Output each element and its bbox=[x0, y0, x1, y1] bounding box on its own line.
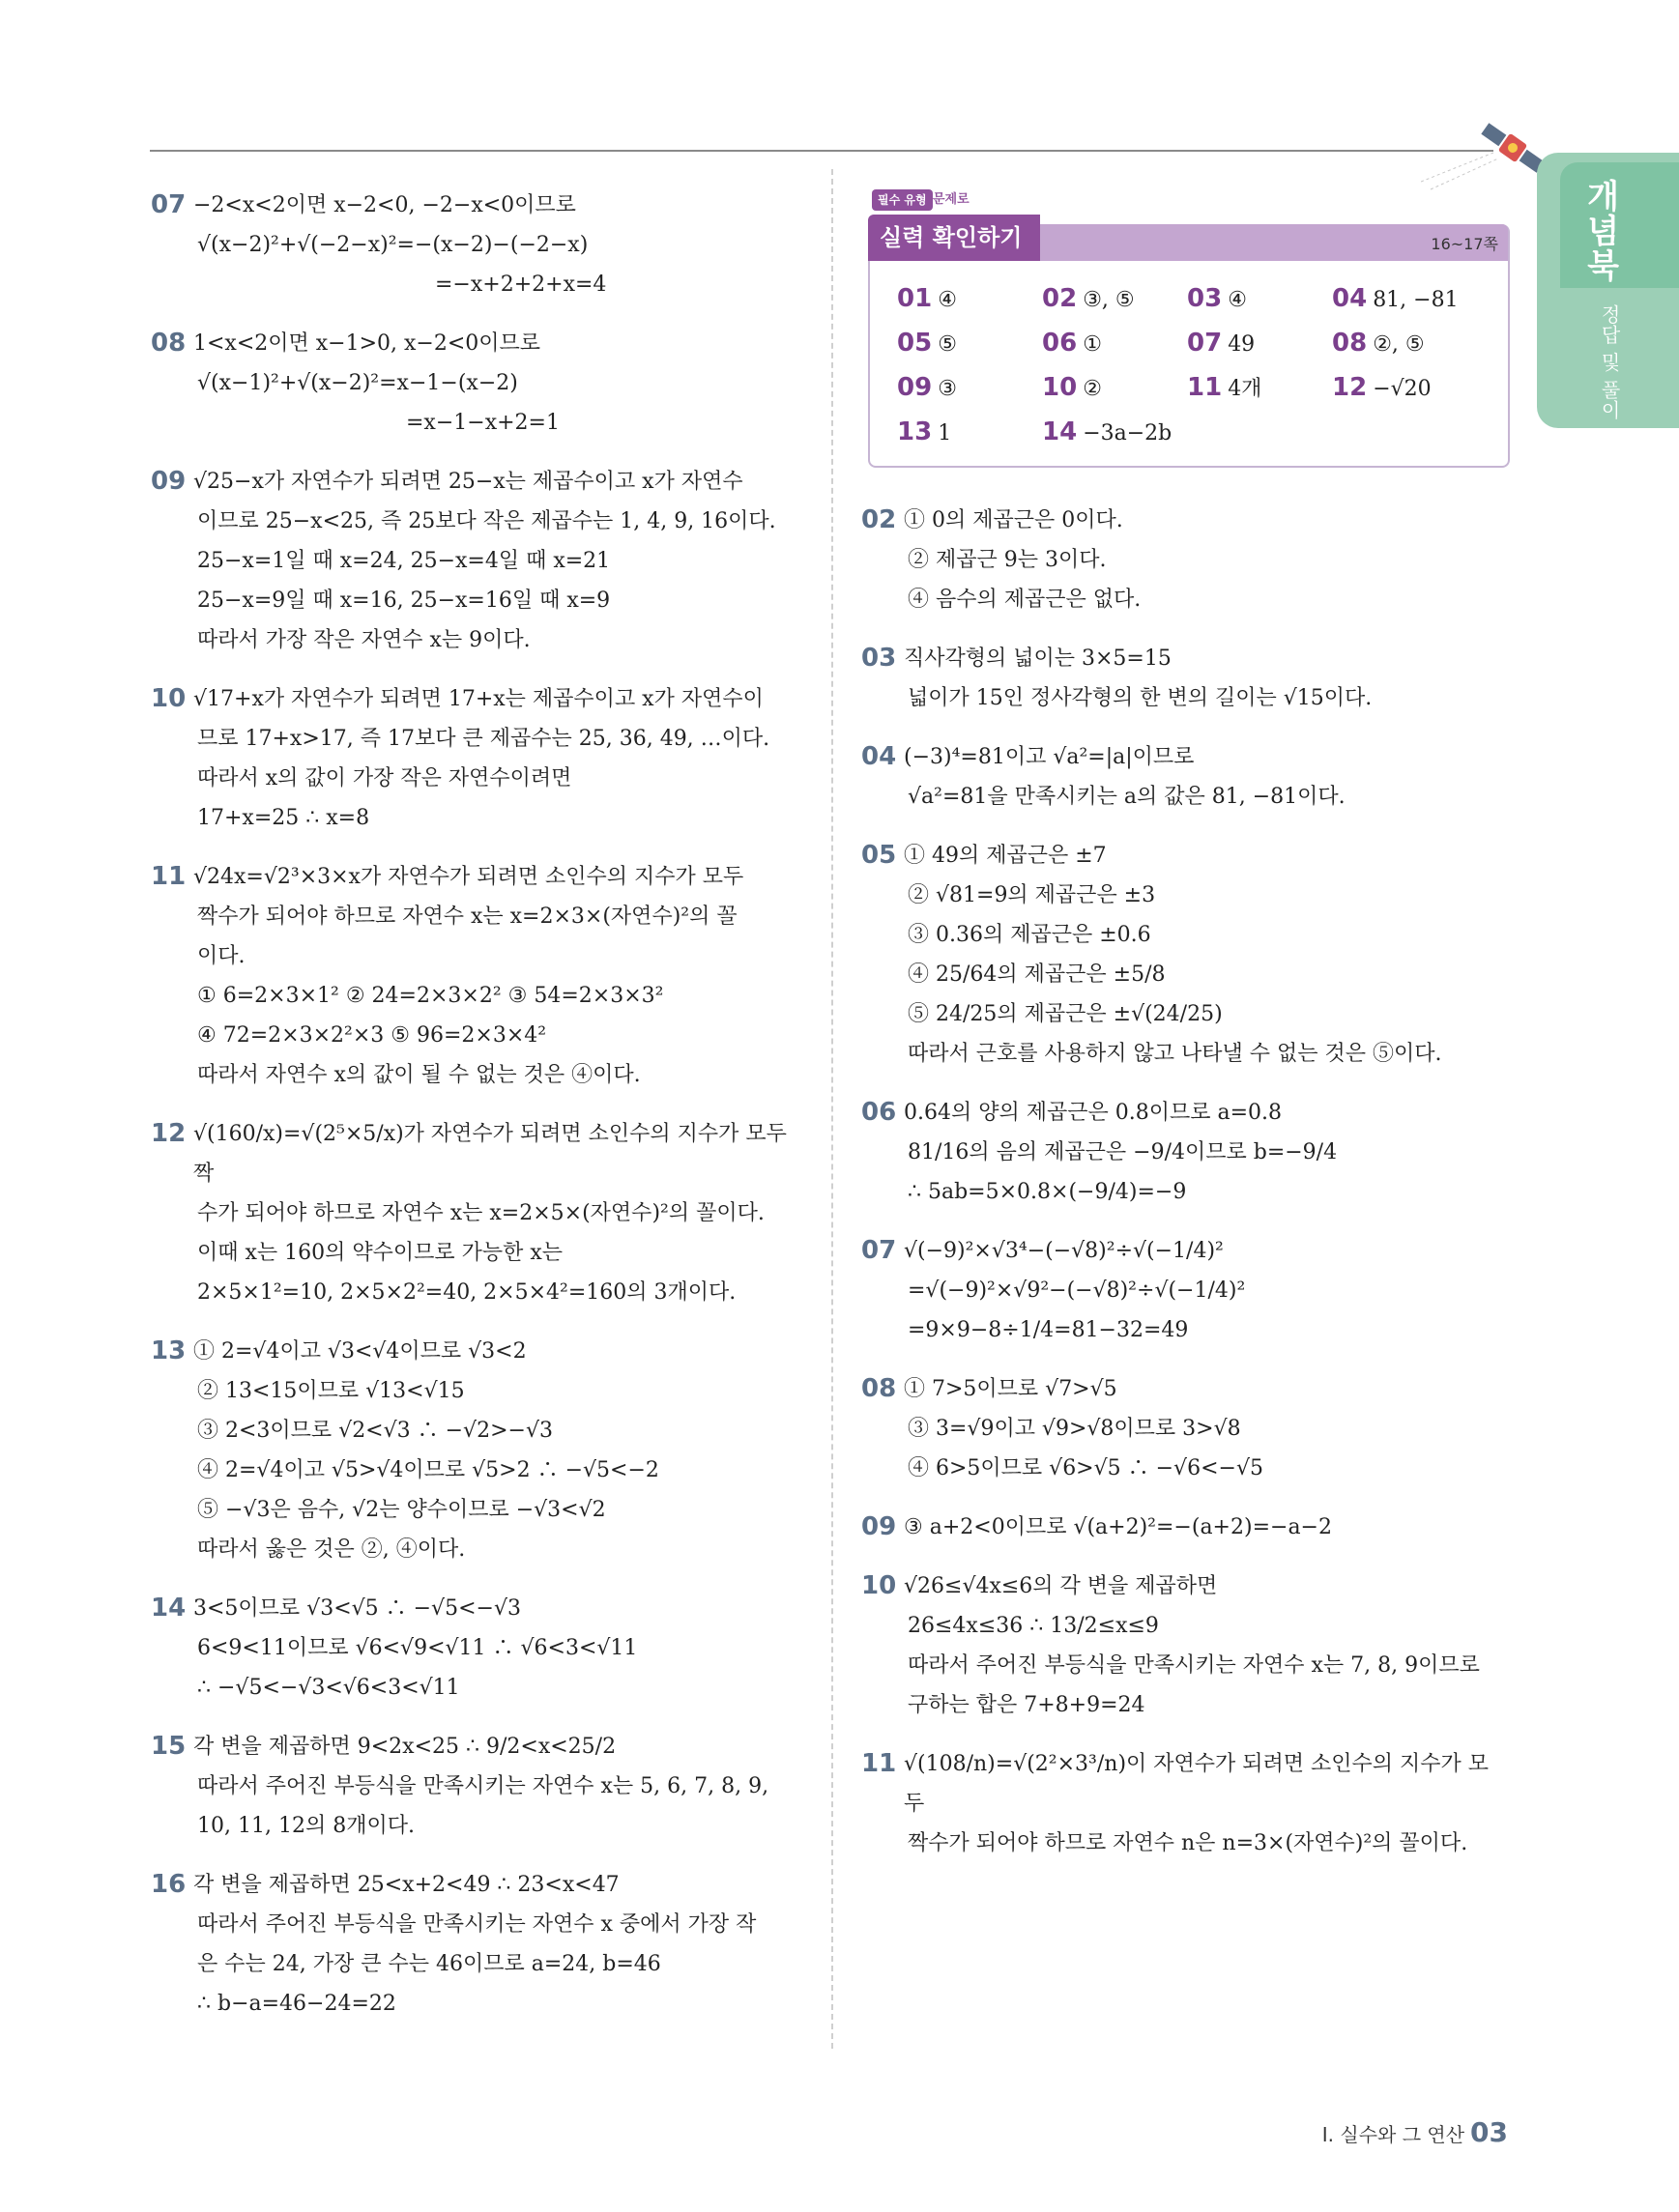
problem-number: 04 bbox=[861, 742, 897, 771]
problem-number: 07 bbox=[151, 190, 187, 219]
problem-number: 15 bbox=[151, 1732, 187, 1761]
satellite-icon bbox=[1421, 114, 1547, 191]
answer-item: 04 81, −81 bbox=[1332, 284, 1459, 313]
page-footer bbox=[1160, 2116, 1508, 2148]
solution-10: 10 √17+x가 자연수가 되려면 17+x는 제곱수이고 x가 자연수이 므로 17+x>17, 즉 17보다 큰 제곱수는 25, 36, 49, …이다. 따라서 x의 값이 가장 작은 자연수이려면 17+x=25 ∴ x=8 bbox=[155, 679, 802, 838]
solution-02: 02 ① 0의 제곱근은 0이다. ② 제곱근 9는 3이다. ④ 음수의 제곱근은 없다. bbox=[865, 501, 1513, 619]
problem-number: 10 bbox=[861, 1571, 897, 1600]
answer-box-pages: 16~17쪽 bbox=[1431, 235, 1498, 253]
answer-item: 10 ② bbox=[1042, 373, 1102, 402]
problem-number: 11 bbox=[861, 1749, 897, 1778]
answer-item: 13 1 bbox=[897, 417, 952, 446]
solution-07-right: 07 √(−9)²×√3⁴−(−√8)²÷√(−1/4)² =√(−9)²×√9²−(−√8)²÷√(−1/4)² =9×9−8÷1/4=81−32=49 bbox=[865, 1231, 1513, 1350]
answer-item: 12 −√20 bbox=[1332, 373, 1432, 402]
solution-15: 15 각 변을 제곱하면 9<2x<25 ∴ 9/2<x<25/2 따라서 주어진 부등식을 만족시키는 자연수 x는 5, 6, 7, 8, 9, 10, 11, 12의 8개이다. bbox=[155, 1727, 802, 1846]
problem-number: 06 bbox=[861, 1098, 897, 1127]
solution-11-right: 11 √(108/n)=√(2²×3³/n)이 자연수가 되려면 소인수의 지수가 모두 짝수가 되어야 하므로 자연수 n은 n=3×(자연수)²의 꼴이다. bbox=[865, 1744, 1513, 1863]
solution-07: 07 −2<x<2이면 x−2<0, −2−x<0이므로 √(x−2)²+√(−2−x)²=−(x−2)−(−2−x) =−x+2+2+x=4 bbox=[155, 186, 802, 304]
left-column bbox=[151, 186, 802, 2043]
answer-item: 02 ③, ⑤ bbox=[1042, 284, 1135, 313]
top-rule bbox=[150, 150, 1493, 152]
answer-item: 08 ②, ⑤ bbox=[1332, 329, 1425, 358]
problem-number: 03 bbox=[861, 644, 897, 673]
problem-number: 10 bbox=[151, 684, 187, 713]
answer-item: 01 ④ bbox=[897, 284, 957, 313]
problem-number: 05 bbox=[861, 841, 897, 870]
solution-05: 05 ① 49의 제곱근은 ±7 ② √81=9의 제곱근은 ±3 ③ 0.36의 제곱근은 ±0.6 ④ 25/64의 제곱근은 ±5/8 ⑤ 24/25의 제곱근은 ±√(24/25) 따라서 근호를 사용하지 않고 나타낼 수 없는 것은 ⑤이다. bbox=[865, 836, 1513, 1074]
solution-09-right: 09 ③ a+2<0이므로 √(a+2)²=−(a+2)=−a−2 bbox=[865, 1508, 1513, 1547]
side-tab-subtitle: 정답 및 풀이 bbox=[1598, 304, 1621, 420]
answer-box-badge: 필수 유형 bbox=[872, 189, 933, 211]
solution-11: 11 √24x=√2³×3×x가 자연수가 되려면 소인수의 지수가 모두 짝수가 되어야 하므로 자연수 x는 x=2×3×(자연수)²의 꼴 이다. ① 6=2×3×1² ② 24=2×3×2² ③ 54=2×3×3² ④ 72=2×3×2²×3 ⑤ 96=2×3×4² 따라서 자연수 x의 값이 될 수 없는 것은 ④이다. bbox=[155, 857, 802, 1095]
problem-number: 07 bbox=[861, 1236, 897, 1265]
answer-item: 09 ③ bbox=[897, 373, 957, 402]
solution-09: 09 √25−x가 자연수가 되려면 25−x는 제곱수이고 x가 자연수 이므로 25−x<25, 즉 25보다 작은 제곱수는 1, 4, 9, 16이다. 25−x=1일 때 x=24, 25−x=4일 때 x=21 25−x=9일 때 x=16, 25−x=16일 때 x=9 따라서 가장 작은 자연수 x는 9이다. bbox=[155, 462, 802, 660]
problem-number: 12 bbox=[151, 1119, 187, 1148]
answer-item: 14 −3a−2b bbox=[1042, 417, 1172, 446]
problem-number: 09 bbox=[861, 1512, 897, 1541]
problem-number: 13 bbox=[151, 1336, 187, 1365]
column-divider bbox=[831, 169, 833, 2049]
page-number: 03 bbox=[1470, 2116, 1508, 2148]
solution-04: 04 (−3)⁴=81이고 √a²=|a|이므로 √a²=81을 만족시키는 a의 값은 81, −81이다. bbox=[865, 737, 1513, 817]
answer-item: 11 4개 bbox=[1187, 373, 1262, 402]
solution-03: 03 직사각형의 넓이는 3×5=15 넓이가 15인 정사각형의 한 변의 길이는 √15이다. bbox=[865, 639, 1513, 718]
answer-item: 03 ④ bbox=[1187, 284, 1247, 313]
problem-number: 14 bbox=[151, 1594, 187, 1623]
chapter-title: Ⅰ. 실수와 그 연산 bbox=[1321, 2123, 1465, 2146]
solution-13: 13 ① 2=√4이고 √3<√4이므로 √3<2 ② 13<15이므로 √13<√15 ③ 2<3이므로 √2<√3 ∴ −√2>−√3 ④ 2=√4이고 √5>√4이므로 √5>2 ∴ −√5<−2 ⑤ −√3은 음수, √2는 양수이므로 −√3<√2 따라서 옳은 것은 ②, ④이다. bbox=[155, 1332, 802, 1569]
problem-number: 08 bbox=[861, 1374, 897, 1403]
answer-grid bbox=[897, 280, 1496, 452]
answer-item: 05 ⑤ bbox=[897, 329, 957, 358]
problem-number: 11 bbox=[151, 862, 187, 891]
answer-box-title: 실력 확인하기 bbox=[868, 215, 1040, 261]
answer-item: 06 ① bbox=[1042, 329, 1102, 358]
solution-14: 14 3<5이므로 √3<√5 ∴ −√5<−√3 6<9<11이므로 √6<√9<√11 ∴ √6<3<√11 ∴ −√5<−√3<√6<3<√11 bbox=[155, 1589, 802, 1708]
answer-box-badge-suffix: 문제로 bbox=[933, 192, 970, 207]
solution-08: 08 1<x<2이면 x−1>0, x−2<0이므로 √(x−1)²+√(x−2)²=x−1−(x−2) =x−1−x+2=1 bbox=[155, 324, 802, 443]
solution-12: 12 √(160/x)=√(2⁵×5/x)가 자연수가 되려면 소인수의 지수가 모두 짝 수가 되어야 하므로 자연수 x는 x=2×5×(자연수)²의 꼴이다. 이때 x는 160의 약수이므로 가능한 x는 2×5×1²=10, 2×5×2²=40, 2×5×4²=160의 3개이다. bbox=[155, 1114, 802, 1312]
problem-number: 08 bbox=[151, 329, 187, 358]
solution-16: 16 각 변을 제곱하면 25<x+2<49 ∴ 23<x<47 따라서 주어진 부등식을 만족시키는 자연수 x 중에서 가장 작 은 수는 24, 가장 큰 수는 46이므로 a=24, b=46 ∴ b−a=46−24=22 bbox=[155, 1865, 802, 2024]
problem-number: 02 bbox=[861, 505, 897, 534]
solution-10-right: 10 √26≤√4x≤6의 각 변을 제곱하면 26≤4x≤36 ∴ 13/2≤x≤9 따라서 주어진 부등식을 만족시키는 자연수 x는 7, 8, 9이므로 구하는 합은 7+8+9=24 bbox=[865, 1566, 1513, 1725]
side-tab-title: 개념북 bbox=[1580, 179, 1619, 283]
answer-item: 07 49 bbox=[1187, 329, 1256, 358]
solution-08-right: 08 ① 7>5이므로 √7>√5 ③ 3=√9이고 √9>√8이므로 3>√8 ④ 6>5이므로 √6>√5 ∴ −√6<−√5 bbox=[865, 1369, 1513, 1488]
problem-number: 09 bbox=[151, 467, 187, 496]
right-column bbox=[861, 501, 1513, 1882]
problem-number: 16 bbox=[151, 1870, 187, 1899]
solution-06: 06 0.64의 양의 제곱근은 0.8이므로 a=0.8 81/16의 음의 제곱근은 −9/4이므로 b=−9/4 ∴ 5ab=5×0.8×(−9/4)=−9 bbox=[865, 1093, 1513, 1212]
